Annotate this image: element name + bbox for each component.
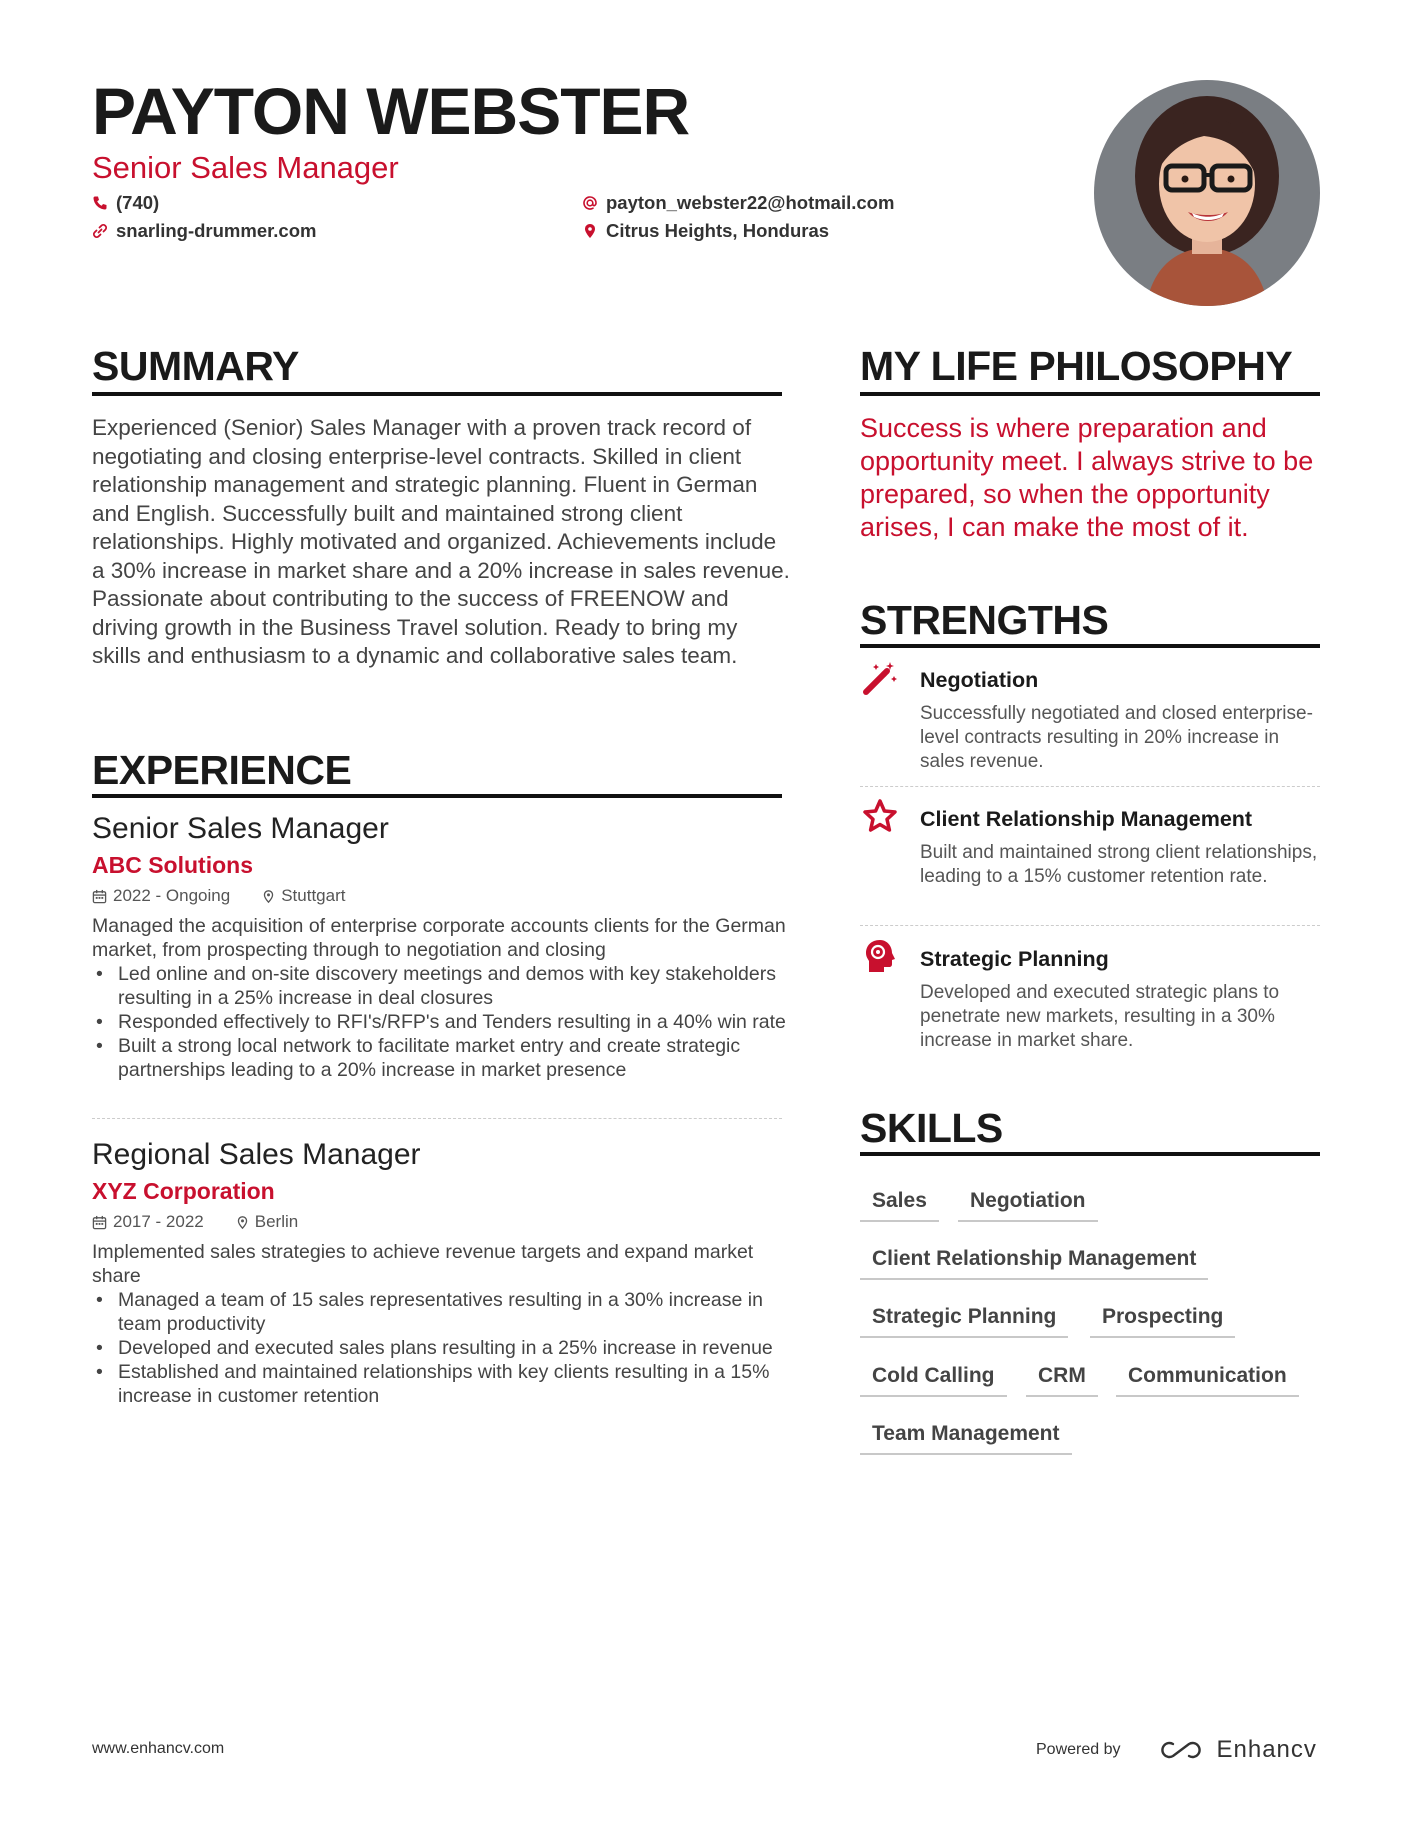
summary-heading: SUMMARY	[92, 343, 299, 389]
skills-divider	[860, 1152, 1320, 1156]
enhancv-logo-text[interactable]: Enhancv	[1216, 1736, 1317, 1763]
summary-text: Experienced (Senior) Sales Manager with a proven track record of negotiating and closing enterprise-level contracts. Skilled in client relationship management and strategic planning. Fluent in German and English. Successfully built and maintained strong client relationships. Highly motivated and organized. Achievements include a 30% increase in market share and a 20% increase in sales revenue. Passionate about contributing to the success of FREENOW and driving growth in the Business Travel solution. Ready to bring my skills and enthusiasm to a dynamic and collaborative sales team.	[92, 415, 790, 668]
candidate-name: PAYTON WEBSTER	[92, 74, 690, 148]
powered-by-label: Powered by	[1036, 1741, 1121, 1758]
link-icon	[92, 223, 108, 239]
location-text: Citrus Heights, Honduras	[606, 220, 830, 241]
job-bullet: • Built a strong local network to facilitate market entry and create strategic partnerships leading to a 20% increase in market presence	[92, 1034, 792, 1082]
magic-wand-icon	[862, 660, 898, 696]
job-bullets	[92, 1288, 792, 1408]
job-bullets	[92, 962, 792, 1082]
job-dates: 2022 - Ongoing	[113, 886, 231, 905]
strengths-heading: STRENGTHS	[860, 597, 1109, 643]
contact-location	[582, 220, 829, 242]
skill-tag: Cold Calling	[860, 1357, 1007, 1397]
phone-icon	[92, 195, 108, 211]
star-icon	[862, 798, 898, 834]
candidate-role: Senior Sales Manager	[92, 150, 399, 185]
enhancv-logo-icon[interactable]	[1159, 1738, 1203, 1762]
philosophy-quote: Success is where preparation and opportunity meet. I always strive to be prepared, so when the opportunity arises, I can make the most of it.	[860, 413, 1314, 542]
experience-divider	[92, 794, 782, 798]
job-location: Berlin	[254, 1212, 299, 1231]
footer-branding	[1036, 1736, 1317, 1764]
skill-tag: Negotiation	[958, 1182, 1098, 1222]
map-pin-icon	[582, 223, 598, 239]
skill-tag: Communication	[1116, 1357, 1299, 1397]
footer-website[interactable]: www.enhancv.com	[92, 1740, 225, 1757]
job-title: Senior Sales Manager	[92, 812, 389, 845]
company-name: XYZ Corporation	[92, 1178, 275, 1204]
website-link[interactable]: snarling-drummer.com	[116, 220, 317, 241]
contact-phone	[92, 192, 159, 214]
strength-title: Strategic Planning	[920, 947, 1109, 971]
summary-divider	[92, 392, 782, 396]
calendar-icon	[92, 1215, 107, 1230]
strength-separator	[860, 786, 1320, 787]
skill-tag: Team Management	[860, 1415, 1072, 1455]
head-brain-icon	[862, 938, 898, 974]
job-bullet: • Managed a team of 15 sales representatives resulting in a 30% increase in team productivity	[92, 1288, 792, 1336]
skill-tag: Strategic Planning	[860, 1298, 1068, 1338]
job-separator	[92, 1118, 782, 1119]
map-pin-icon	[236, 1215, 249, 1230]
strength-description: Successfully negotiated and closed enterprise-level contracts resulting in 20% increase in sales revenue.	[920, 703, 1313, 772]
job-title: Regional Sales Manager	[92, 1138, 421, 1171]
skill-tag: CRM	[1026, 1357, 1098, 1397]
strength-title: Client Relationship Management	[920, 807, 1253, 831]
strength-description: Developed and executed strategic plans to penetrate new markets, resulting in a 30% increase in market share.	[920, 982, 1280, 1051]
skill-tag: Client Relationship Management	[860, 1240, 1208, 1280]
contact-email	[582, 192, 894, 214]
job-description: Implemented sales strategies to achieve revenue targets and expand market share	[92, 1241, 754, 1287]
strength-separator	[860, 925, 1320, 926]
contact-website	[92, 220, 316, 242]
email-link[interactable]: payton_webster22@hotmail.com	[606, 192, 895, 213]
job-dates: 2017 - 2022	[113, 1212, 204, 1231]
philosophy-divider	[860, 392, 1320, 396]
skill-tag: Sales	[860, 1182, 939, 1222]
company-name: ABC Solutions	[92, 852, 253, 878]
strengths-divider	[860, 644, 1320, 648]
map-pin-icon	[262, 889, 275, 904]
job-bullet: • Responded effectively to RFI's/RFP's and Tenders resulting in a 40% win rate	[92, 1010, 792, 1034]
job-meta	[92, 886, 345, 906]
phone-text[interactable]: (740)	[116, 192, 160, 213]
strength-title: Negotiation	[920, 668, 1039, 692]
profile-photo	[1094, 80, 1320, 306]
experience-heading: EXPERIENCE	[92, 747, 352, 793]
skills-heading: SKILLS	[860, 1105, 1003, 1151]
job-location: Stuttgart	[281, 886, 346, 905]
job-bullet: • Developed and executed sales plans resulting in a 25% increase in revenue	[92, 1336, 792, 1360]
calendar-icon	[92, 889, 107, 904]
at-icon	[582, 195, 598, 211]
philosophy-heading: MY LIFE PHILOSOPHY	[860, 343, 1293, 389]
job-bullet: • Established and maintained relationships with key clients resulting in a 15% increase in customer retention	[92, 1360, 792, 1408]
job-bullet: • Led online and on-site discovery meetings and demos with key stakeholders resulting in a 25% increase in deal closures	[92, 962, 792, 1010]
job-meta	[92, 1212, 298, 1232]
job-description: Managed the acquisition of enterprise corporate accounts clients for the German market, from prospecting through to negotiation and closing	[92, 915, 786, 961]
skill-tag: Prospecting	[1090, 1298, 1235, 1338]
strength-description: Built and maintained strong client relationships, leading to a 15% customer retention rate.	[920, 842, 1318, 887]
